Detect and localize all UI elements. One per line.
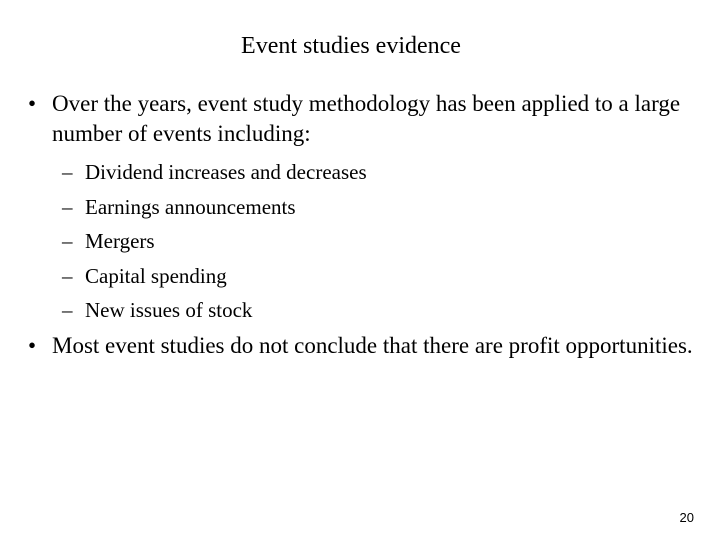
dash-icon: –	[62, 229, 73, 253]
bullet-text: Over the years, event study methodology has been applied to a large number of events including:	[52, 91, 681, 146]
page-number: 20	[679, 510, 694, 525]
event-list	[62, 157, 367, 330]
list-item	[62, 226, 367, 261]
list-item	[62, 157, 367, 192]
bullet-point	[28, 89, 698, 149]
list-item	[62, 261, 367, 296]
list-item-text: New issues of stock	[85, 298, 253, 322]
slide-title: Event studies evidence	[241, 33, 461, 59]
bullet-icon: •	[28, 91, 37, 116]
list-item-text: Mergers	[85, 229, 155, 253]
list-item	[62, 295, 367, 330]
dash-icon: –	[62, 263, 73, 288]
dash-icon: –	[62, 194, 73, 219]
list-item	[62, 192, 367, 227]
bullet-point	[28, 331, 698, 361]
list-item-text: Capital spending	[85, 263, 227, 288]
bullet-text: Most event studies do not conclude that there are profit opportunities.	[52, 333, 693, 358]
dash-icon: –	[62, 298, 73, 322]
list-item-text: Earnings announcements	[85, 194, 296, 219]
list-item-text: Dividend increases and decreases	[85, 160, 367, 184]
dash-icon: –	[62, 160, 73, 184]
bullet-icon: •	[28, 333, 37, 358]
